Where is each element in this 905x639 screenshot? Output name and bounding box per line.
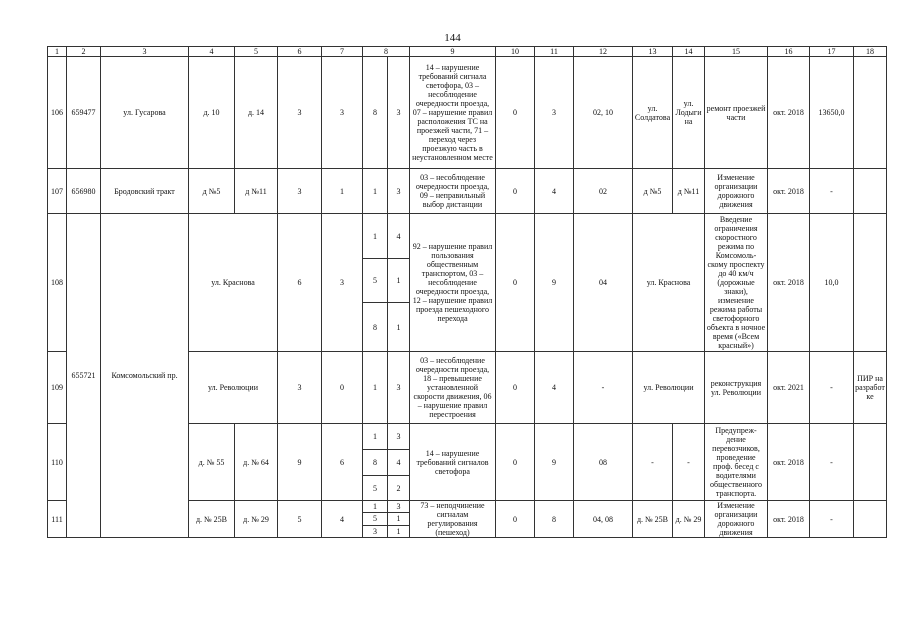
row-number: 110 <box>48 424 67 501</box>
from-address: д №5 <box>189 169 235 214</box>
note <box>854 169 887 214</box>
header-cell: 9 <box>410 47 496 57</box>
cell-col8b: 1 <box>388 259 410 303</box>
cell-col13: ул. Солдатова <box>633 57 673 169</box>
header-cell: 3 <box>101 47 189 57</box>
table-row <box>48 169 887 214</box>
header-cell: 15 <box>705 47 768 57</box>
to-address: д. № 29 <box>235 501 278 538</box>
road-code: 656980 <box>67 169 101 214</box>
section-street: ул. Краснова <box>633 214 705 352</box>
violations: 14 – нарушение требований сигналов светофора <box>410 424 496 501</box>
header-cell: 12 <box>574 47 633 57</box>
header-row <box>48 47 887 57</box>
cell-col6: 3 <box>278 57 322 169</box>
row-number: 106 <box>48 57 67 169</box>
cell-col8a: 5 <box>363 513 388 525</box>
cell-col11: 4 <box>535 352 574 424</box>
row-number: 111 <box>48 501 67 538</box>
cell-col7: 4 <box>322 501 363 538</box>
page-number: 144 <box>444 32 461 44</box>
cell-col8a: 1 <box>363 501 388 513</box>
row-number: 107 <box>48 169 67 214</box>
cell-col8b: 4 <box>388 450 410 476</box>
cost: - <box>810 352 854 424</box>
header-cell: 4 <box>189 47 235 57</box>
measures: Изменение организации дорожного движения <box>705 501 768 538</box>
header-cell: 8 <box>363 47 410 57</box>
from-address: д. № 25В <box>189 501 235 538</box>
cell-col14: - <box>673 424 705 501</box>
header-cell: 11 <box>535 47 574 57</box>
header-cell: 7 <box>322 47 363 57</box>
cell-col12: 02, 10 <box>574 57 633 169</box>
header-cell: 10 <box>496 47 535 57</box>
cell-col11: 3 <box>535 57 574 169</box>
cost: 10,0 <box>810 214 854 352</box>
header-cell: 14 <box>673 47 705 57</box>
cell-col8a: 5 <box>363 476 388 501</box>
deadline: окт. 2018 <box>768 214 810 352</box>
road-code: 655721 <box>67 214 101 538</box>
header-cell: 5 <box>235 47 278 57</box>
road-code: 659477 <box>67 57 101 169</box>
measures: Предупреж-дение перевозчиков, проведение проф. бесед с водителями общественного транспорта. <box>705 424 768 501</box>
header-cell: 2 <box>67 47 101 57</box>
cell-col8a: 8 <box>363 57 388 169</box>
cell-col8a: 1 <box>363 352 388 424</box>
note <box>854 424 887 501</box>
table-row <box>48 214 887 259</box>
cell-col8b: 3 <box>388 424 410 450</box>
violations: 92 – нарушение правил пользования общественным транспортом, 03 – несоблюдение очередности проезда, 12 – нарушение правил проезда пешеходного перехода <box>410 214 496 352</box>
table-row <box>48 57 887 169</box>
header-cell: 1 <box>48 47 67 57</box>
cell-col11: 4 <box>535 169 574 214</box>
cell-col10: 0 <box>496 169 535 214</box>
header-cell: 13 <box>633 47 673 57</box>
cell-col6: 5 <box>278 501 322 538</box>
cell-col14: ул. Лодыгина <box>673 57 705 169</box>
street-name: ул. Гусарова <box>101 57 189 169</box>
cell-col8a: 1 <box>363 169 388 214</box>
deadline: окт. 2021 <box>768 352 810 424</box>
note <box>854 501 887 538</box>
section-street: ул. Краснова <box>189 214 278 352</box>
accident-table <box>47 46 887 538</box>
from-address: д. № 55 <box>189 424 235 501</box>
cell-col14: д. № 29 <box>673 501 705 538</box>
to-address: д №11 <box>235 169 278 214</box>
cell-col8b: 2 <box>388 476 410 501</box>
header-cell: 6 <box>278 47 322 57</box>
cell-col7: 1 <box>322 169 363 214</box>
cell-col8b: 3 <box>388 501 410 513</box>
cell-col8a: 3 <box>363 525 388 537</box>
header-cell: 16 <box>768 47 810 57</box>
cell-col10: 0 <box>496 214 535 352</box>
cell-col11: 9 <box>535 424 574 501</box>
cell-col10: 0 <box>496 57 535 169</box>
cell-col8a: 1 <box>363 214 388 259</box>
note <box>854 214 887 352</box>
cell-col12: 02 <box>574 169 633 214</box>
cell-col8b: 4 <box>388 214 410 259</box>
cost: - <box>810 169 854 214</box>
cell-col7: 3 <box>322 57 363 169</box>
cell-col7: 0 <box>322 352 363 424</box>
cell-col8a: 8 <box>363 303 388 352</box>
cell-col8a: 1 <box>363 424 388 450</box>
to-address: д. № 64 <box>235 424 278 501</box>
deadline: окт. 2018 <box>768 57 810 169</box>
cell-col12: 04 <box>574 214 633 352</box>
cell-col13: д №5 <box>633 169 673 214</box>
from-address: д. 10 <box>189 57 235 169</box>
cell-col8b: 3 <box>388 352 410 424</box>
violations: 03 – несоблюдение очередности проезда, 18 – превышение установленной скорости движения, 06 – нарушение правил перестроения <box>410 352 496 424</box>
deadline: окт. 2018 <box>768 424 810 501</box>
violations: 14 – нарушение требований сигнала светофора, 03 – несоблюдение очередности проезда, 07 – нарушение правил расположения ТС на проезжей части, 71 – переход через проезжую часть в неустановленном месте <box>410 57 496 169</box>
cell-col11: 8 <box>535 501 574 538</box>
section-street: ул. Революции <box>189 352 278 424</box>
cost: - <box>810 424 854 501</box>
street-name: Бродовский тракт <box>101 169 189 214</box>
cost: 13650,0 <box>810 57 854 169</box>
section-street: ул. Революции <box>633 352 705 424</box>
measures: Введение ограничения скоростного режима по Комсомоль-скому проспекту до 40 км/ч (дорожные знаки), изменение режима работы светофорного объекта в ночное время («Всем красный») <box>705 214 768 352</box>
cell-col8b: 1 <box>388 303 410 352</box>
measures: реконструкция ул. Революции <box>705 352 768 424</box>
cell-col8a: 5 <box>363 259 388 303</box>
header-cell: 17 <box>810 47 854 57</box>
cost: - <box>810 501 854 538</box>
row-number: 109 <box>48 352 67 424</box>
cell-col8b: 3 <box>388 169 410 214</box>
cell-col10: 0 <box>496 352 535 424</box>
deadline: окт. 2018 <box>768 169 810 214</box>
row-number: 108 <box>48 214 67 352</box>
cell-col8b: 1 <box>388 513 410 525</box>
cell-col12: 04, 08 <box>574 501 633 538</box>
cell-col7: 3 <box>322 214 363 352</box>
header-cell: 18 <box>854 47 887 57</box>
cell-col12: 08 <box>574 424 633 501</box>
cell-col6: 3 <box>278 352 322 424</box>
cell-col6: 9 <box>278 424 322 501</box>
cell-col8b: 3 <box>388 57 410 169</box>
cell-col10: 0 <box>496 501 535 538</box>
cell-col11: 9 <box>535 214 574 352</box>
cell-col14: д №11 <box>673 169 705 214</box>
cell-col6: 6 <box>278 214 322 352</box>
cell-col6: 3 <box>278 169 322 214</box>
note: ПИР на разработ ке <box>854 352 887 424</box>
cell-col13: д. № 25В <box>633 501 673 538</box>
note <box>854 57 887 169</box>
street-name: Комсомольский пр. <box>101 214 189 538</box>
cell-col12: - <box>574 352 633 424</box>
measures: ремонт проезжей части <box>705 57 768 169</box>
violations: 73 – неподчинение сигналам регулирования (пешеход) <box>410 501 496 538</box>
cell-col8a: 8 <box>363 450 388 476</box>
cell-col13: - <box>633 424 673 501</box>
cell-col8b: 1 <box>388 525 410 537</box>
cell-col7: 6 <box>322 424 363 501</box>
cell-col10: 0 <box>496 424 535 501</box>
measures: Изменение организации дорожного движения <box>705 169 768 214</box>
deadline: окт. 2018 <box>768 501 810 538</box>
violations: 03 – несоблюдение очередности проезда, 09 – неправильный выбор дистанции <box>410 169 496 214</box>
to-address: д. 14 <box>235 57 278 169</box>
